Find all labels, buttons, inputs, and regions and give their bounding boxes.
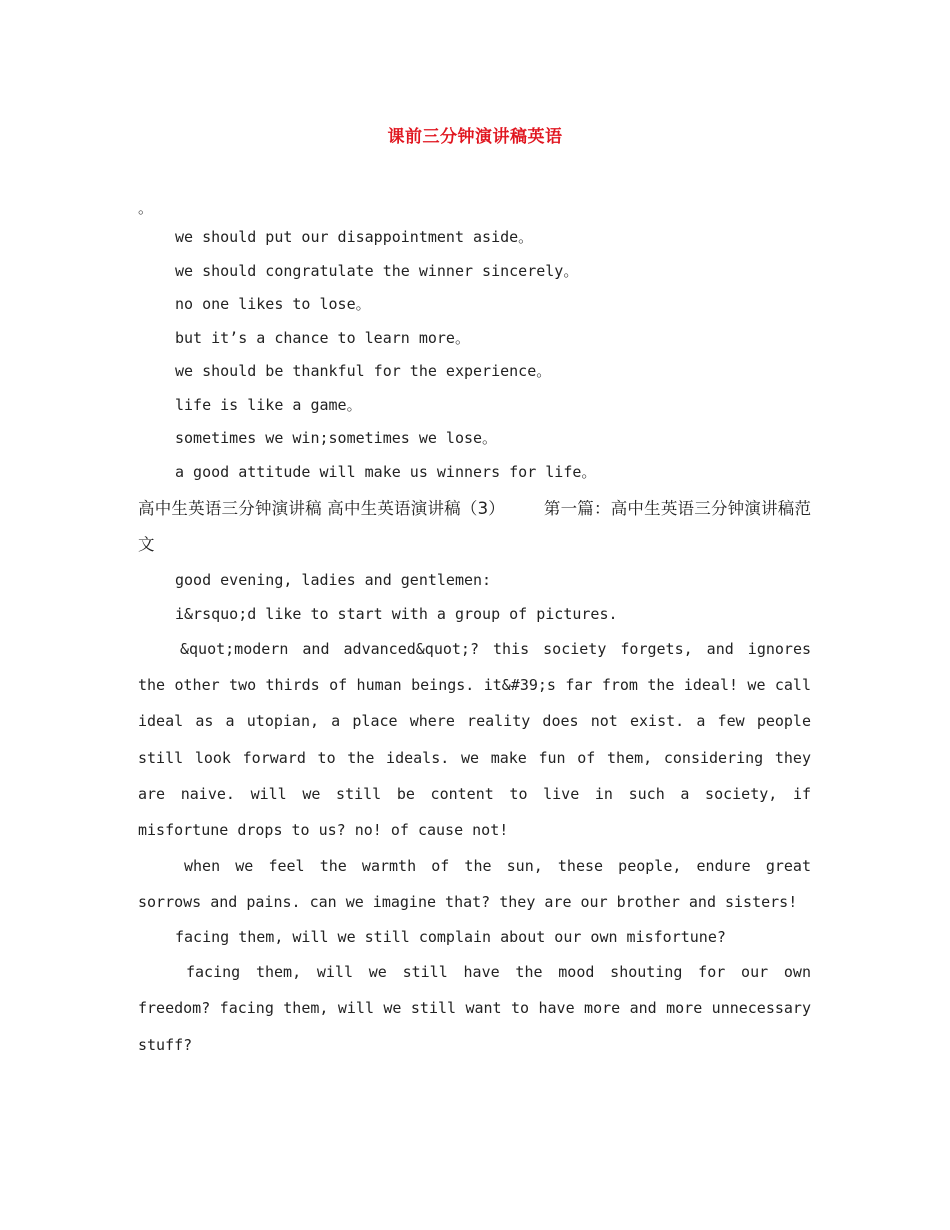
- intro-line: i&rsquo;d like to start with a group of pictures.: [175, 604, 618, 623]
- paragraph: &quot;modern and advanced&quot;? this society forgets, and ignores the other two thirds of human beings. it&#39;s far from the ideal! we call ideal as a utopian, a place where reality does not exist. a few people still look forward to the ideals. we make fun of them, considering they are naive. will we still be content to live in such a society, if misfortune drops to us? no! of cause not!: [138, 640, 811, 840]
- text-line: facing them, will we still complain about our own misfortune?: [175, 927, 726, 946]
- greeting-line: good evening, ladies and gentlemen:: [175, 571, 492, 589]
- section-heading: 高中生英语三分钟演讲稿 高中生英语演讲稿（3） 第一篇：高中生英语三分钟演讲稿范文: [138, 499, 811, 554]
- text-line: no one likes to lose。: [175, 295, 371, 313]
- text-line: sometimes we win;sometimes we lose。: [175, 429, 498, 447]
- text-line: a good attitude will make us winners for life。: [175, 462, 597, 481]
- document-body: [138, 195, 811, 1063]
- lead-mark: 。: [138, 199, 154, 217]
- text-line: but it’s a chance to learn more。: [175, 328, 470, 347]
- text-line: we should put our disappointment aside。: [175, 228, 534, 246]
- text-line: we should be thankful for the experience。: [175, 362, 552, 380]
- paragraph: when we feel the warmth of the sun, these people, endure great sorrows and pains. can we imagine that? they are our brother and sisters!: [138, 857, 811, 912]
- paragraph: facing them, will we still have the mood shouting for our own freedom? facing them, will we still want to have more and more unnecessary stuff?: [138, 963, 811, 1054]
- text-line: we should congratulate the winner sincerely。: [175, 261, 579, 280]
- document-title: 课前三分钟演讲稿英语: [387, 127, 563, 147]
- text-line: life is like a game。: [175, 395, 362, 414]
